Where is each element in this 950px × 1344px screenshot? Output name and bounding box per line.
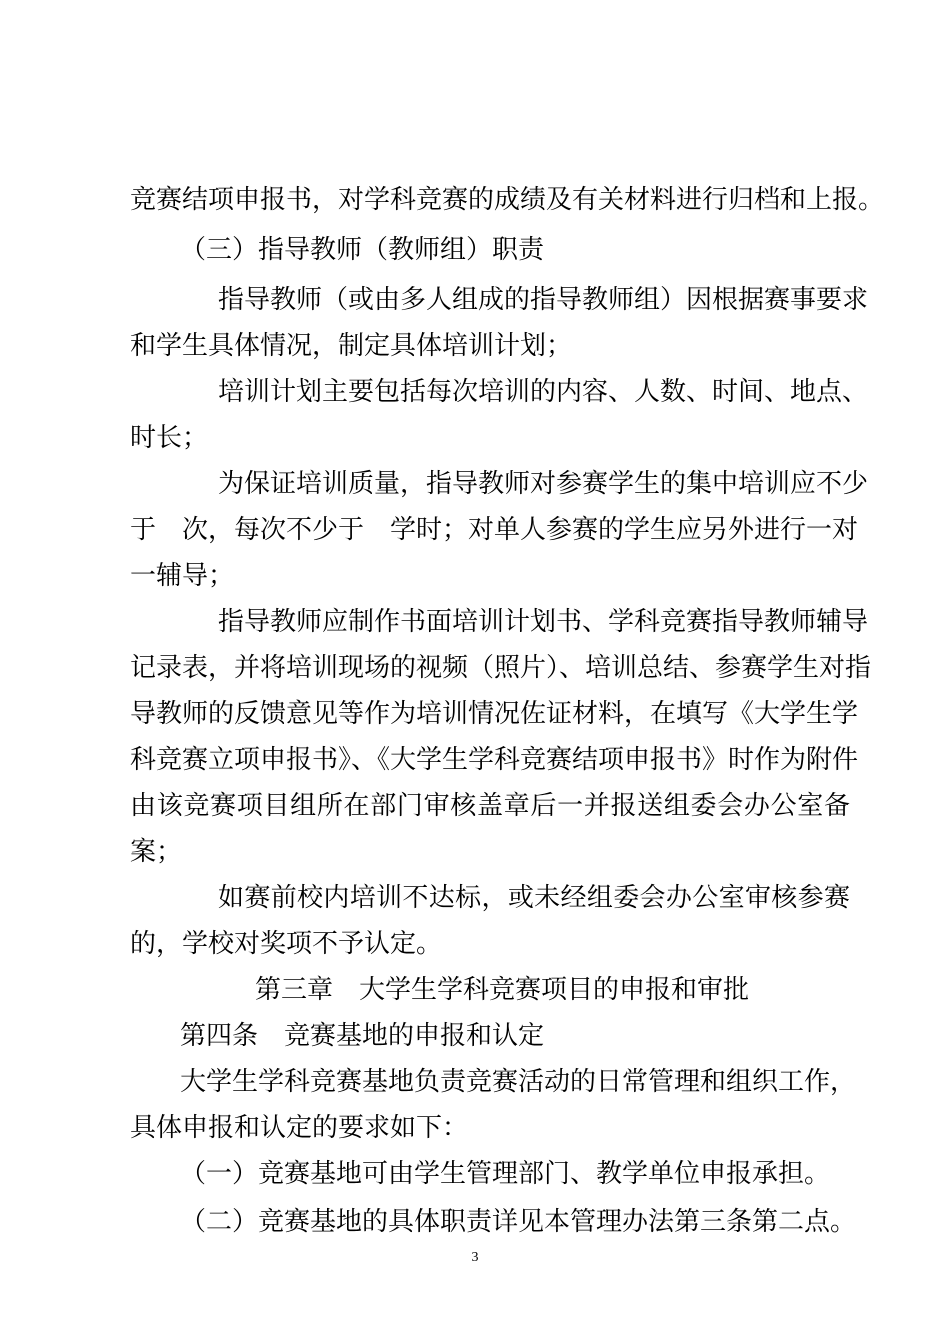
paragraph-line: 于 次，每次不少于 学时；对单人参赛的学生应另外进行一对: [130, 515, 859, 545]
paragraph-line: 由该竞赛项目组所在部门审核盖章后一并报送组委会办公室备: [130, 791, 850, 821]
paragraph-line: 指导教师应制作书面培训计划书、学科竞赛指导教师辅导: [218, 607, 869, 637]
paragraph-line: 培训计划主要包括每次培训的内容、人数、时间、地点、: [218, 377, 869, 407]
paragraph-line: 导教师的反馈意见等作为培训情况佐证材料，在填写《大学生学: [130, 699, 859, 729]
paragraph-line: 具体申报和认定的要求如下：: [130, 1113, 469, 1143]
paragraph-line: 记录表，并将培训现场的视频（照片）、培训总结、参赛学生对指: [130, 653, 872, 683]
article-heading: 第四条 竞赛基地的申报和认定: [180, 1021, 545, 1051]
paragraph-line: 如赛前校内培训不达标，或未经组委会办公室审核参赛: [218, 883, 850, 913]
paragraph-line: 科竞赛立项申报书》、《大学生学科竞赛结项申报书》时作为附件: [130, 745, 859, 775]
paragraph-line: 案；: [130, 837, 183, 867]
paragraph-line: 时长；: [130, 423, 209, 453]
paragraph-line: 一辅导；: [130, 561, 235, 591]
paragraph-line: 和学生具体情况，制定具体培训计划；: [130, 331, 573, 361]
paragraph-line: 大学生学科竞赛基地负责竞赛活动的日常管理和组织工作，: [180, 1067, 857, 1097]
paragraph-line: 竞赛结项申报书，对学科竞赛的成绩及有关材料进行归档和上报。: [130, 185, 885, 215]
paragraph-line: 的，学校对奖项不予认定。: [130, 929, 443, 959]
paragraph-line: 指导教师（或由多人组成的指导教师组）因根据赛事要求: [218, 285, 869, 315]
list-item: （二）竞赛基地的具体职责详见本管理办法第三条第二点。: [180, 1207, 857, 1237]
page-number: 3: [471, 1250, 479, 1265]
chapter-heading: 第三章 大学生学科竞赛项目的申报和审批: [255, 975, 750, 1005]
paragraph-line: 为保证培训质量，指导教师对参赛学生的集中培训应不少: [218, 469, 869, 499]
section-heading: （三）指导教师（教师组）职责: [180, 235, 545, 265]
list-item: （一）竞赛基地可由学生管理部门、教学单位申报承担。: [180, 1159, 831, 1189]
